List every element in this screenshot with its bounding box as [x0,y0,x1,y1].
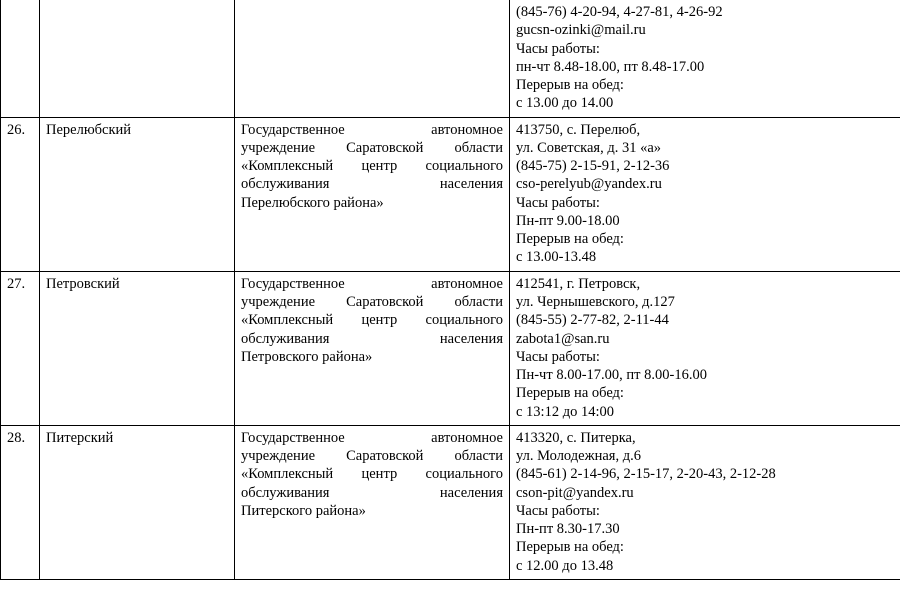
address-line: gucsn-ozinki@mail.ru [516,22,646,39]
address-line: Перерыв на обед: [516,539,624,556]
address-contacts-cell [510,425,900,579]
organization-line: Государственное автономное [241,275,503,292]
district-name-cell: Петровский [40,271,235,425]
organization-line: «Комплексный центр социального [241,158,503,175]
organization-line: Государственное автономное [241,121,503,138]
address-line: с 13.00 до 14.00 [516,95,614,112]
address-line: ул. Молодежная, д.6 [516,448,641,465]
district-name-cell [40,0,235,117]
organization-cell [235,0,510,117]
table-row [1,0,900,117]
address-line: 413750, с. Перелюб, [516,121,641,138]
organization-cell [235,425,510,579]
address-line: Часы работы: [516,194,600,211]
address-line: (845-55) 2-77-82, 2-11-44 [516,312,669,329]
organization-text [241,121,503,212]
address-line: Перерыв на обед: [516,385,624,402]
address-line: Пн-чт 8.00-17.00, пт 8.00-16.00 [516,367,707,384]
address-contacts-cell [510,117,900,271]
address-line: Пн-пт 9.00-18.00 [516,212,620,229]
address-line: ул. Чернышевского, д.127 [516,293,675,310]
address-line: с 13.00-13.48 [516,249,597,266]
address-line: (845-75) 2-15-91, 2-12-36 [516,158,670,175]
address-line: Пн-пт 8.30-17.30 [516,521,620,538]
table-body [1,0,900,579]
organization-line: учреждение Саратовской области [241,448,503,465]
address-line: Часы работы: [516,502,600,519]
organization-line: обслуживания населения [241,176,503,193]
address-contacts-cell [510,0,900,117]
address-line: с 12.00 до 13.48 [516,557,614,574]
table-row [1,425,900,579]
address-line: Часы работы: [516,40,600,57]
organization-line: обслуживания населения [241,484,503,501]
district-name-cell: Перелюбский [40,117,235,271]
row-number-cell: 27. [1,271,40,425]
row-number-cell: 28. [1,425,40,579]
organization-line: обслуживания населения [241,330,503,347]
organization-line: Питерского района» [241,502,366,519]
table-row [1,117,900,271]
address-line: cso-perelyub@yandex.ru [516,176,662,193]
address-line: пн-чт 8.48-18.00, пт 8.48-17.00 [516,58,705,75]
organization-line: Государственное автономное [241,429,503,446]
address-line: zabota1@san.ru [516,330,610,347]
organization-cell [235,117,510,271]
organization-line: Перелюбского района» [241,194,384,211]
address-line: ул. Советская, д. 31 «а» [516,139,662,156]
address-line: cson-pit@yandex.ru [516,484,634,501]
table-row [1,271,900,425]
row-number-cell [1,0,40,117]
address-line: Перерыв на обед: [516,231,624,248]
address-line: (845-76) 4-20-94, 4-27-81, 4-26-92 [516,4,723,20]
organization-line: учреждение Саратовской области [241,293,503,310]
organization-line: «Комплексный центр социального [241,466,503,483]
organization-line: Петровского района» [241,348,373,365]
district-name-cell: Питерский [40,425,235,579]
address-line: Часы работы: [516,348,600,365]
address-line: (845-61) 2-14-96, 2-15-17, 2-20-43, 2-12-28 [516,466,776,483]
organization-text [241,429,503,520]
address-line: с 13:12 до 14:00 [516,403,614,420]
address-contacts-cell [510,271,900,425]
address-line: 412541, г. Петровск, [516,275,641,292]
row-number-cell: 26. [1,117,40,271]
address-line: 413320, с. Питерка, [516,429,636,446]
organization-line: «Комплексный центр социального [241,312,503,329]
organization-line: учреждение Саратовской области [241,139,503,156]
organization-cell [235,271,510,425]
organization-text [241,275,503,366]
address-line: Перерыв на обед: [516,77,624,94]
